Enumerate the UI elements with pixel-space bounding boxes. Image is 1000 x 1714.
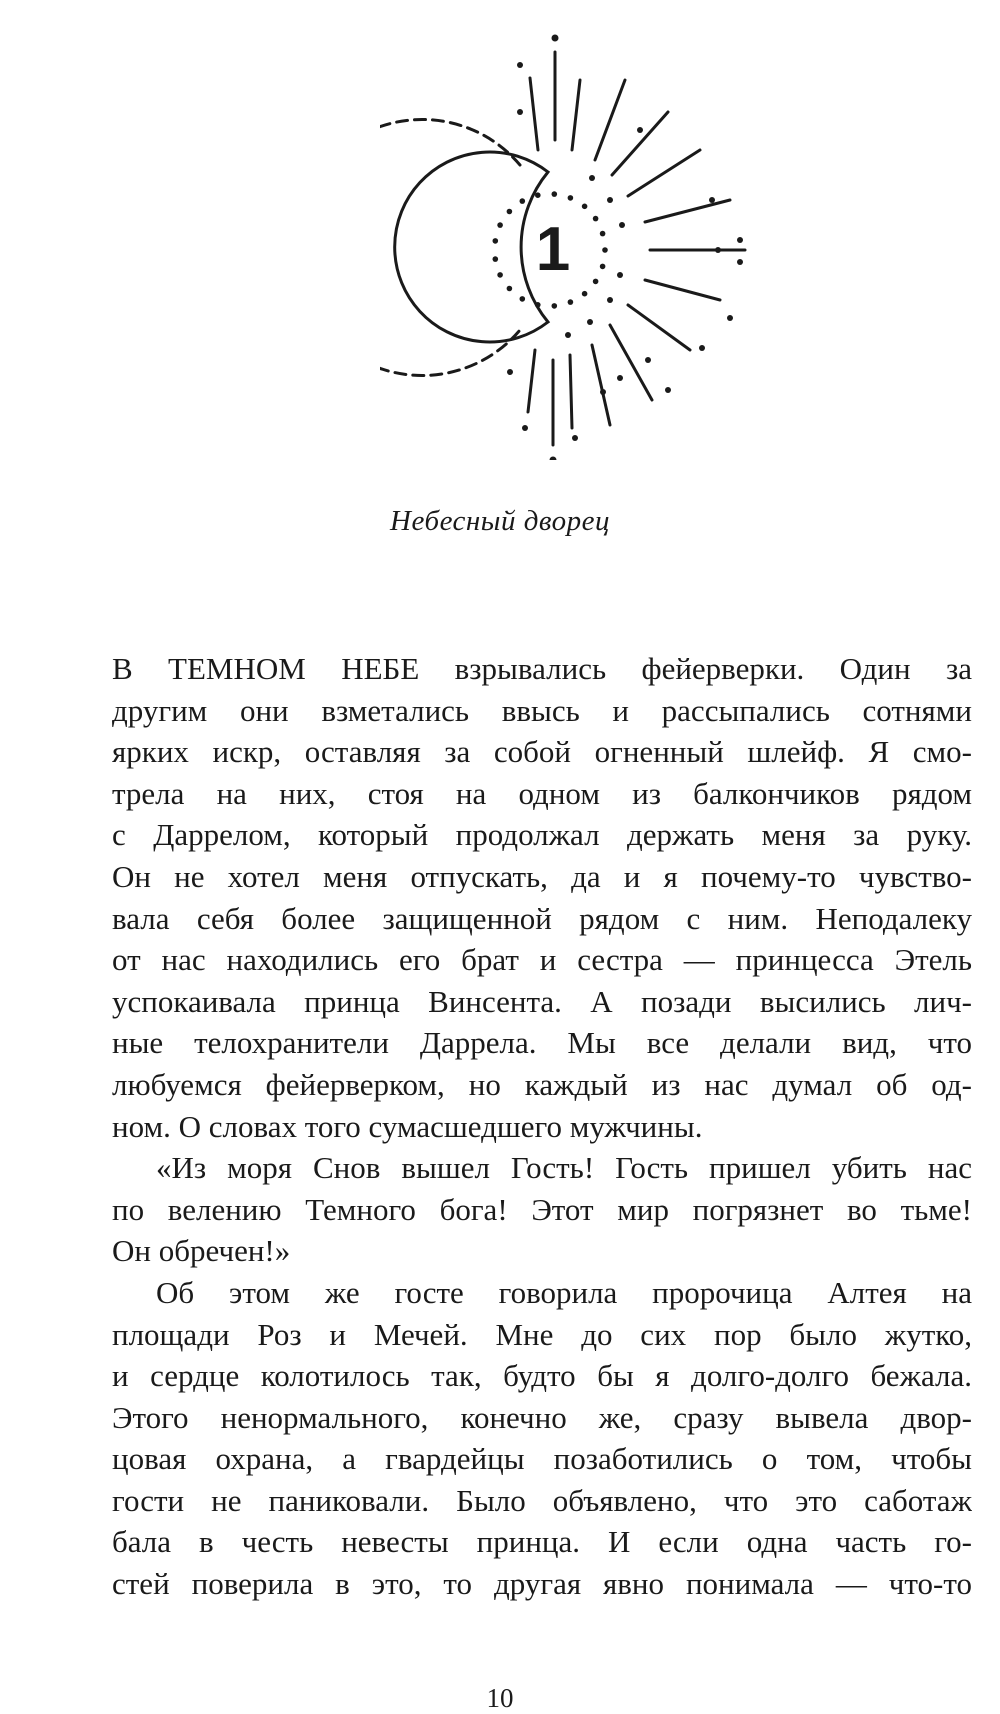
text-line: и сердце колотилось так, будто бы я долго-долго бежала.: [112, 1358, 972, 1394]
text-line: ном. О словах того сумасшедшего мужчины.: [112, 1108, 703, 1144]
text-line: бала в честь невесты принца. И если одна часть го-: [112, 1524, 972, 1560]
text-line: успокаивала принца Винсента. А позади высились лич-: [112, 983, 972, 1019]
text-line: «Из моря Снов вышел Гость! Гость пришел убить нас: [156, 1150, 972, 1186]
text-line: с Даррелом, который продолжал держать меня за руку.: [112, 817, 972, 853]
text-line: В ТЕМНОМ НЕБЕ взрывались фейерверки. Один за: [112, 651, 972, 686]
text-line: цовая охрана, а гвардейцы позаботились о том, чтобы: [112, 1441, 972, 1477]
chapter-number: 1: [535, 215, 571, 284]
text-line: гости не паниковали. Было объявлено, что это саботаж: [112, 1482, 972, 1518]
text-line: от нас находились его брат и сестра — принцесса Этель: [112, 942, 972, 978]
text-line: трела на них, стоя на одном из балкончиков рядом: [112, 775, 972, 811]
chapter-title: Небесный дворец: [390, 505, 610, 537]
text-line: ярких искр, оставляя за собой огненный шлейф. Я смо-: [112, 734, 972, 770]
text-line: по велению Темного бога! Этот мир погрязнет во тьме!: [112, 1191, 972, 1227]
body-text: [112, 648, 972, 1605]
text-line: Этого ненормального, конечно же, сразу вывела двор-: [112, 1399, 972, 1435]
text-line: другим они взметались ввысь и рассыпались сотнями: [112, 692, 972, 728]
text-line: Он не хотел меня отпускать, да и я почему-то чувство-: [112, 858, 972, 894]
text-line: Он обречен!»: [112, 1233, 291, 1269]
solid-crescent: [395, 152, 548, 342]
dashed-crescent-outline: [380, 120, 520, 376]
page-number: 10: [486, 1683, 514, 1713]
moon-sun-emblem-icon: [380, 30, 760, 460]
text-line: Об этом же госте говорила пророчица Алтея на: [156, 1274, 972, 1310]
text-line: вала себя более защищенной рядом с ним. Неподалеку: [112, 900, 972, 936]
text-line: стей поверила в это, то другая явно понимала — что-то: [112, 1566, 972, 1602]
text-line: площади Роз и Мечей. Мне до сих пор было жутко,: [112, 1316, 972, 1352]
text-line: ные телохранители Даррела. Мы все делали вид, что: [112, 1025, 972, 1061]
text-line: любуемся фейерверком, но каждый из нас думал об од-: [112, 1066, 972, 1102]
